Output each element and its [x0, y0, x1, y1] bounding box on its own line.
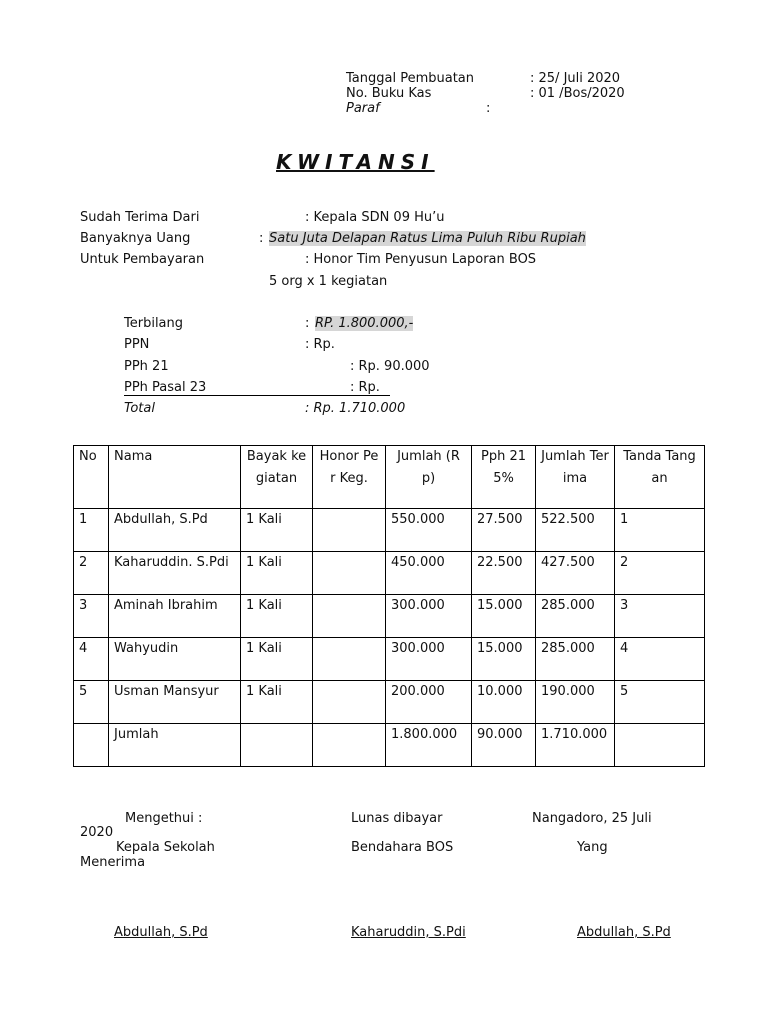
cell-total-label: Jumlah — [109, 724, 241, 767]
col-header-terima: Jumlah Terima — [536, 446, 615, 509]
cell-jumlah: 450.000 — [386, 552, 472, 595]
total-value: : Rp. 1.710.000 — [305, 401, 406, 416]
cell-total-pph: 90.000 — [472, 724, 536, 767]
cell-kegiatan — [241, 724, 313, 767]
table-row — [74, 681, 705, 724]
honor-table — [73, 445, 705, 767]
pph23-label: PPh Pasal 23 — [124, 380, 207, 395]
cell-jumlah: 300.000 — [386, 638, 472, 681]
cell-kegiatan: 1 Kali — [241, 509, 313, 552]
cell-nama: Abdullah, S.Pd — [109, 509, 241, 552]
bendahara-label: Bendahara BOS — [351, 840, 454, 855]
cell-pph: 15.000 — [472, 595, 536, 638]
amount-colon: : — [259, 231, 264, 246]
cell-nama: Aminah Ibrahim — [109, 595, 241, 638]
place-date: Nangadoro, 25 Juli — [532, 811, 652, 826]
purpose-value: : Honor Tim Penyusun Laporan BOS — [305, 252, 537, 267]
cell-terima: 285.000 — [536, 638, 615, 681]
cell-tanda: 4 — [615, 638, 705, 681]
cell-tanda — [615, 724, 705, 767]
cell-nama: Usman Mansyur — [109, 681, 241, 724]
table-row — [74, 595, 705, 638]
col-header-tanda: Tanda Tangan — [615, 446, 705, 509]
terbilang-label: Terbilang — [124, 316, 184, 331]
cell-tanda: 1 — [615, 509, 705, 552]
table-row — [74, 509, 705, 552]
cell-tanda: 5 — [615, 681, 705, 724]
cell-tanda: 3 — [615, 595, 705, 638]
pph23-underline — [124, 395, 390, 396]
cell-no: 2 — [74, 552, 109, 595]
cell-terima: 522.500 — [536, 509, 615, 552]
ppn-label: PPN — [124, 337, 150, 352]
kepala-label: Kepala Sekolah — [116, 840, 215, 855]
cell-no: 5 — [74, 681, 109, 724]
cell-honor — [313, 552, 386, 595]
table-header-row — [74, 446, 705, 509]
pph23-value: : Rp. — [350, 380, 380, 395]
purpose-label: Untuk Pembayaran — [80, 252, 205, 267]
ppn-value: : Rp. — [305, 337, 335, 352]
cell-pph: 10.000 — [472, 681, 536, 724]
document-title: KWITANSI — [276, 150, 435, 174]
table-total-row — [74, 724, 705, 767]
cell-honor — [313, 595, 386, 638]
cell-jumlah: 300.000 — [386, 595, 472, 638]
amount-label: Banyaknya Uang — [80, 231, 191, 246]
cell-honor — [313, 724, 386, 767]
menerima-label: Menerima — [80, 855, 146, 870]
cashbook-value: : 01 /Bos/2020 — [530, 86, 625, 101]
cell-nama: Kaharuddin. S.Pdi — [109, 552, 241, 595]
cell-honor — [313, 681, 386, 724]
cell-no — [74, 724, 109, 767]
lunas-label: Lunas dibayar — [351, 811, 443, 826]
yang-label: Yang — [577, 840, 608, 855]
cell-terima: 190.000 — [536, 681, 615, 724]
col-header-kegiatan: Bayak kegiatan — [241, 446, 313, 509]
paraf-label: Paraf — [346, 101, 380, 116]
total-label: Total — [124, 401, 155, 416]
cashbook-label: No. Buku Kas — [346, 86, 432, 101]
cell-jumlah: 200.000 — [386, 681, 472, 724]
cell-no: 1 — [74, 509, 109, 552]
from-label: Sudah Terima Dari — [80, 210, 200, 225]
cell-pph: 15.000 — [472, 638, 536, 681]
cell-nama: Wahyudin — [109, 638, 241, 681]
paraf-value: : — [486, 101, 491, 116]
cell-honor — [313, 638, 386, 681]
signer-left-name: Abdullah, S.Pd — [114, 925, 208, 940]
table-row — [74, 638, 705, 681]
mengethui-label: Mengethui : — [125, 811, 203, 826]
cell-no: 3 — [74, 595, 109, 638]
date-value: : 25/ Juli 2020 — [530, 71, 621, 86]
cell-pph: 22.500 — [472, 552, 536, 595]
col-header-honor: Honor Per Keg. — [313, 446, 386, 509]
pph21-label: PPh 21 — [124, 359, 169, 374]
cell-total-terima: 1.710.000 — [536, 724, 615, 767]
cell-jumlah: 550.000 — [386, 509, 472, 552]
cell-terima: 285.000 — [536, 595, 615, 638]
cell-kegiatan: 1 Kali — [241, 552, 313, 595]
cell-pph: 27.500 — [472, 509, 536, 552]
col-header-nama: Nama — [109, 446, 241, 509]
from-value: : Kepala SDN 09 Hu’u — [305, 210, 445, 225]
cell-no: 4 — [74, 638, 109, 681]
col-header-pph: Pph 21 5% — [472, 446, 536, 509]
signer-mid-name: Kaharuddin, S.Pdi — [351, 925, 466, 940]
terbilang-colon: : — [305, 316, 310, 331]
purpose-detail: 5 org x 1 kegiatan — [269, 274, 388, 289]
cell-kegiatan: 1 Kali — [241, 681, 313, 724]
signer-right-name: Abdullah, S.Pd — [577, 925, 671, 940]
pph21-value: : Rp. 90.000 — [350, 359, 430, 374]
cell-tanda: 2 — [615, 552, 705, 595]
cell-kegiatan: 1 Kali — [241, 638, 313, 681]
cell-honor — [313, 509, 386, 552]
col-header-jumlah: Jumlah (Rp) — [386, 446, 472, 509]
cell-terima: 427.500 — [536, 552, 615, 595]
cell-kegiatan: 1 Kali — [241, 595, 313, 638]
col-header-no: No — [74, 446, 109, 509]
date-label: Tanggal Pembuatan — [346, 71, 475, 86]
amount-in-words: Satu Juta Delapan Ratus Lima Puluh Ribu Rupiah — [269, 231, 586, 246]
cell-total-jumlah: 1.800.000 — [386, 724, 472, 767]
table-row — [74, 552, 705, 595]
year-text: 2020 — [80, 825, 114, 840]
terbilang-value: RP. 1.800.000,- — [315, 316, 414, 331]
